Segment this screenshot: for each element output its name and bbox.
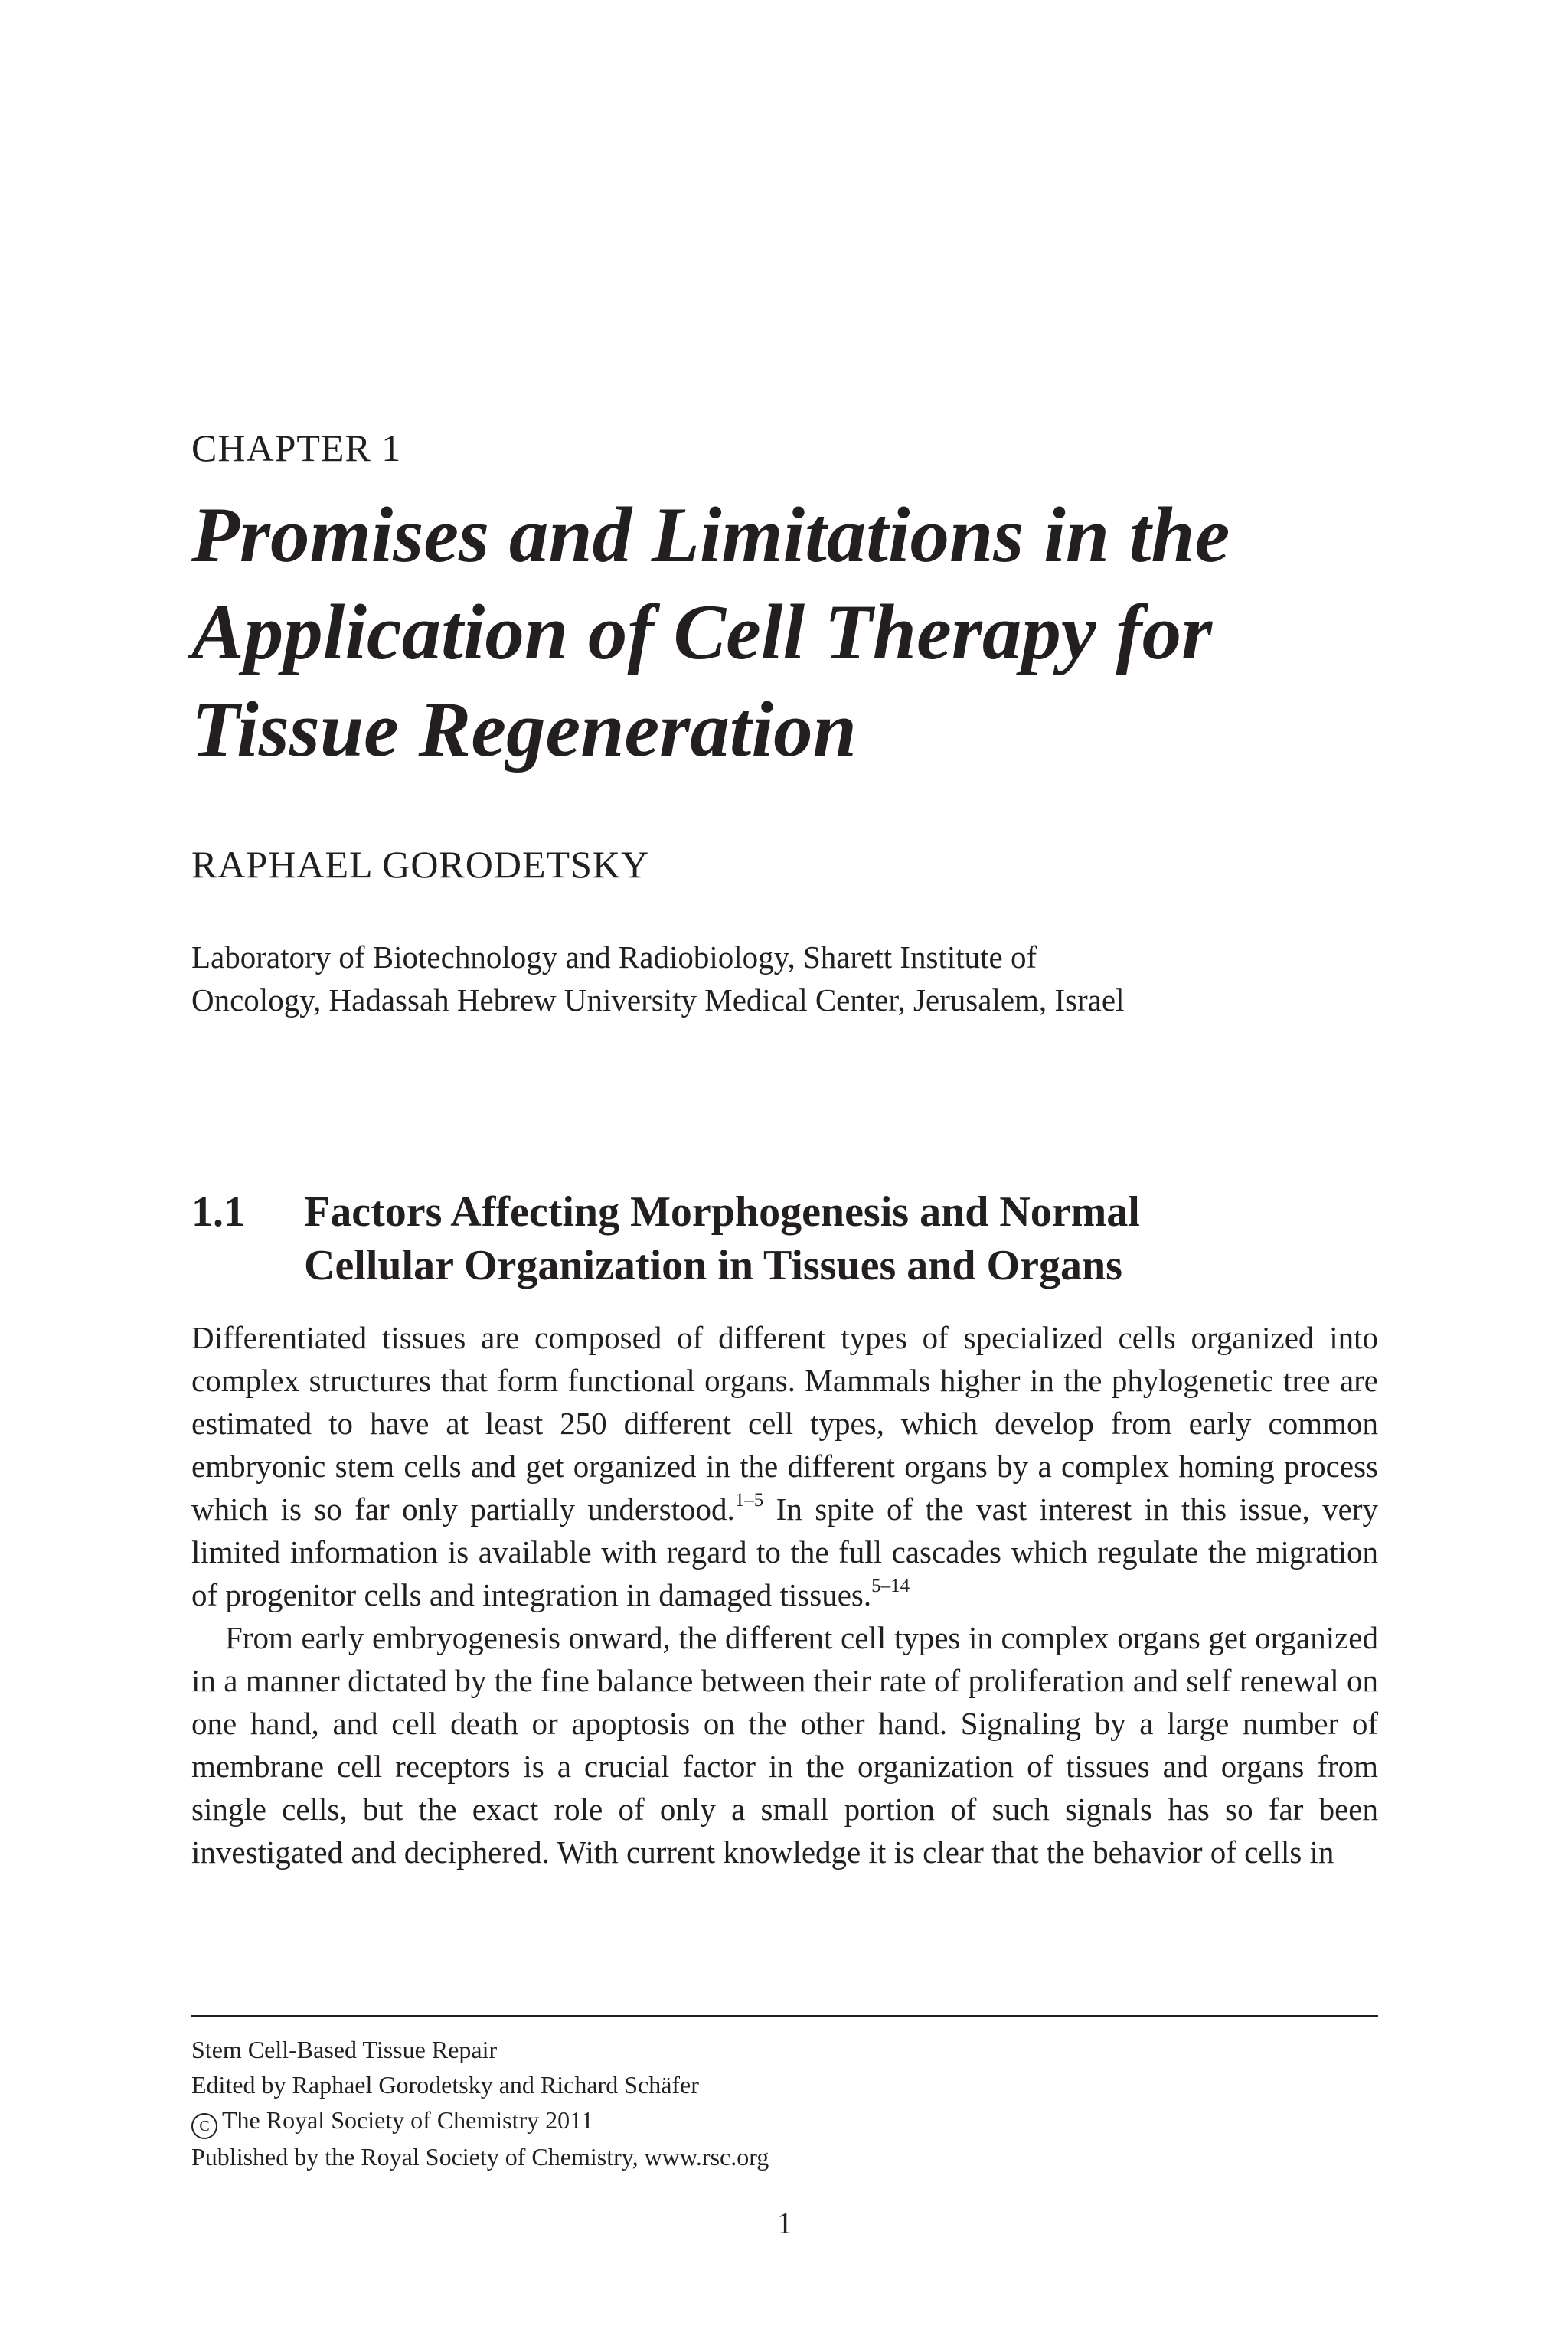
paragraph-1-text-a: Differentiated tissues are composed of different types of specialized cells organized into complex structures that form functional organs. Mammals higher in the phylogenetic tree are estimated to have at least 250 different cell types, which develop from early common embryonic stem cells and get organized in the different organs by a complex homing process which is so far only partially understood. bbox=[191, 1320, 1378, 1527]
publisher-line: Published by the Royal Society of Chemistry, www.rsc.org bbox=[191, 2143, 769, 2171]
section-title-line: Factors Affecting Morphogenesis and Normal bbox=[304, 1188, 1140, 1236]
affiliation-line: Laboratory of Biotechnology and Radiobiology, Sharett Institute of bbox=[191, 939, 1037, 975]
affiliation-line: Oncology, Hadassah Hebrew University Medical Center, Jerusalem, Israel bbox=[191, 982, 1125, 1018]
body-text bbox=[191, 1316, 1378, 1873]
section-heading bbox=[191, 1185, 1386, 1292]
citation-ref: 1–5 bbox=[734, 1490, 764, 1511]
section-title bbox=[304, 1185, 1386, 1292]
chapter-title bbox=[191, 487, 1416, 779]
paragraph-1 bbox=[191, 1316, 1378, 1616]
page-number: 1 bbox=[777, 2206, 792, 2240]
copyright-text: The Royal Society of Chemistry 2011 bbox=[222, 2106, 593, 2134]
book-editors: Edited by Raphael Gorodetsky and Richard Schäfer bbox=[191, 2071, 699, 2099]
footnote-divider bbox=[191, 2015, 1378, 2017]
author-affiliation bbox=[191, 936, 1124, 1021]
chapter-title-line: Tissue Regeneration bbox=[191, 686, 857, 773]
paragraph-1-text-b: In spite of the vast interest in this issue, very limited information is available with regard to the full cascades which regulate the migration of progenitor cells and integration in damaged tissues. bbox=[191, 1491, 1378, 1612]
copyright-icon: C bbox=[191, 2113, 217, 2139]
section-number: 1.1 bbox=[191, 1188, 245, 1236]
publication-footnote bbox=[191, 2032, 769, 2174]
citation-ref: 5–14 bbox=[871, 1576, 910, 1596]
chapter-title-line: Application of Cell Therapy for bbox=[191, 589, 1213, 676]
chapter-title-line: Promises and Limitations in the bbox=[191, 492, 1230, 579]
book-title: Stem Cell-Based Tissue Repair bbox=[191, 2036, 498, 2063]
paragraph-2: From early embryogenesis onward, the different cell types in complex organs get organized in a manner dictated by the fine balance between their rate of proliferation and self renewal on one hand, and cell death or apoptosis on the other hand. Signaling by a large number of membrane cell receptors is a crucial factor in the organization of tissues and organs from single cells, but the exact role of only a small portion of such signals has so far been investigated and deciphered. With current knowledge it is clear that the behavior of cells in bbox=[191, 1620, 1378, 1870]
author-name: RAPHAEL GORODETSKY bbox=[191, 843, 650, 886]
copyright-line bbox=[191, 2102, 769, 2139]
chapter-label: CHAPTER 1 bbox=[191, 426, 402, 469]
section-title-line: Cellular Organization in Tissues and Organs bbox=[304, 1242, 1122, 1289]
